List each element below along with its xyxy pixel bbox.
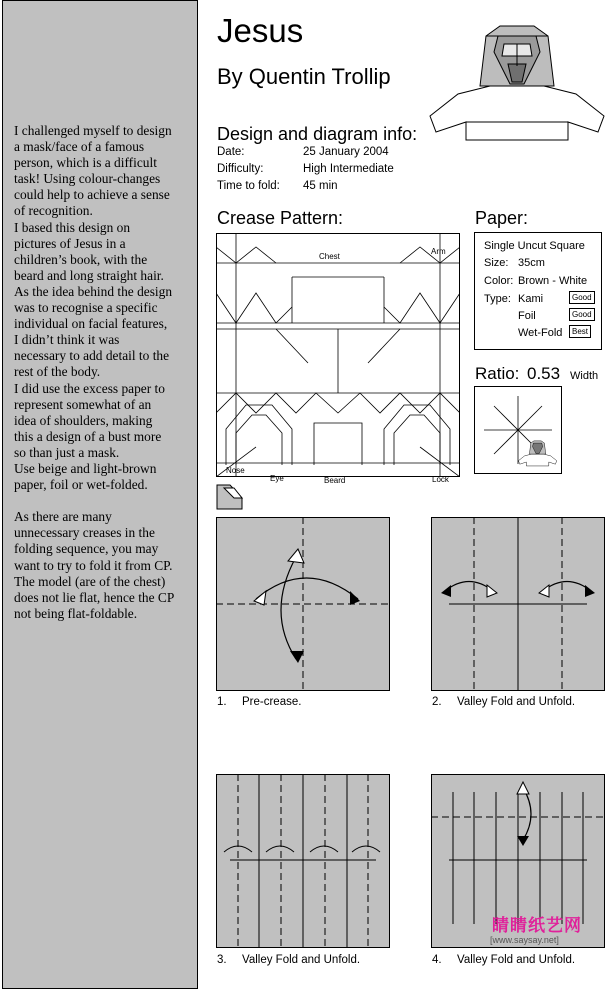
step-2-number: 2. <box>432 696 442 708</box>
watermark-site-name: 睛睛纸艺网 <box>492 916 582 935</box>
step-1-caption: Pre-crease. <box>242 696 302 708</box>
jesus-model-illustration <box>428 22 606 144</box>
paper-type-wetfold: Wet-Fold <box>518 327 563 339</box>
info-time-value: 45 min <box>303 180 338 192</box>
ratio-label: Ratio: <box>475 364 520 383</box>
paper-size-label: Size: <box>484 257 509 269</box>
cp-label-beard: Beard <box>324 476 346 485</box>
cp-label-arm: Arm <box>431 247 446 256</box>
cp-label-lock: Lock <box>432 475 449 484</box>
watermark-url: [www.saysay.net] <box>490 935 559 945</box>
step-4-caption: Valley Fold and Unfold. <box>457 954 576 966</box>
info-difficulty-value: High Intermediate <box>303 163 394 175</box>
info-date-value: 25 January 2004 <box>303 146 389 158</box>
info-time-label: Time to fold: <box>217 180 280 192</box>
cp-label-eye: Eye <box>270 474 284 483</box>
ratio-diagram <box>474 386 562 474</box>
paper-color-value: Brown - White <box>518 275 588 287</box>
paper-types-label: Type: <box>484 293 511 305</box>
info-difficulty-label: Difficulty: <box>217 163 264 175</box>
step-1-diagram <box>216 517 390 691</box>
author-byline: By Quentin Trollip <box>217 64 391 89</box>
cp-label-nose: Nose <box>226 466 245 475</box>
paper-rating-foil: Good <box>569 308 595 321</box>
step-4-number: 4. <box>432 954 442 966</box>
paper-heading: Paper: <box>475 208 529 228</box>
paper-type-kami: Kami <box>518 293 544 305</box>
step-2-caption: Valley Fold and Unfold. <box>457 696 576 708</box>
crease-pattern-heading: Crease Pattern: <box>217 208 344 228</box>
step-1-number: 1. <box>217 696 227 708</box>
step-2-diagram <box>431 517 605 691</box>
paper-color-label: Color: <box>484 275 514 287</box>
info-date-label: Date: <box>217 146 245 158</box>
cp-label-chest: Chest <box>319 252 340 261</box>
step-3-diagram <box>216 774 390 948</box>
info-heading: Design and diagram info: <box>217 124 418 144</box>
paper-color-swatch-icon <box>216 484 244 510</box>
paper-size-value: 35cm <box>518 257 545 269</box>
ratio-value: 0.53 <box>527 364 561 383</box>
paper-type-foil: Foil <box>518 310 536 322</box>
sidebar-description: I challenged myself to design a mask/face of a famous person, which is a difficult task! Using colour-changes could help to achieve a sense of recognition. I based this design on pictures of Jesus in a children’s book, with the beard and long straight hair. As the idea behind the design was to recognise a specific individual on facial features, I didn’t think it was necessary to add detail to the rest of the body. I did use the excess paper to represent somewhat of an idea of shoulders, making this a design of a bust more so than just a mask. Use beige and light-brown paper, foil or wet-folded. As there are many unnecessary creases in the folding sequence, you may want to try to fold it from CP. The model (are of the chest) does not lie flat, hence the CP not being flat-foldable. <box>14 123 175 621</box>
step-3-number: 3. <box>217 954 227 966</box>
ratio-unit: Width <box>570 370 599 382</box>
paper-rating-kami: Good <box>569 291 595 304</box>
paper-rating-wetfold: Best <box>569 325 591 338</box>
step-3-caption: Valley Fold and Unfold. <box>242 954 361 966</box>
page-title: Jesus <box>217 12 304 49</box>
paper-type-line: Single Uncut Square <box>484 240 585 252</box>
crease-pattern-diagram <box>216 233 460 477</box>
